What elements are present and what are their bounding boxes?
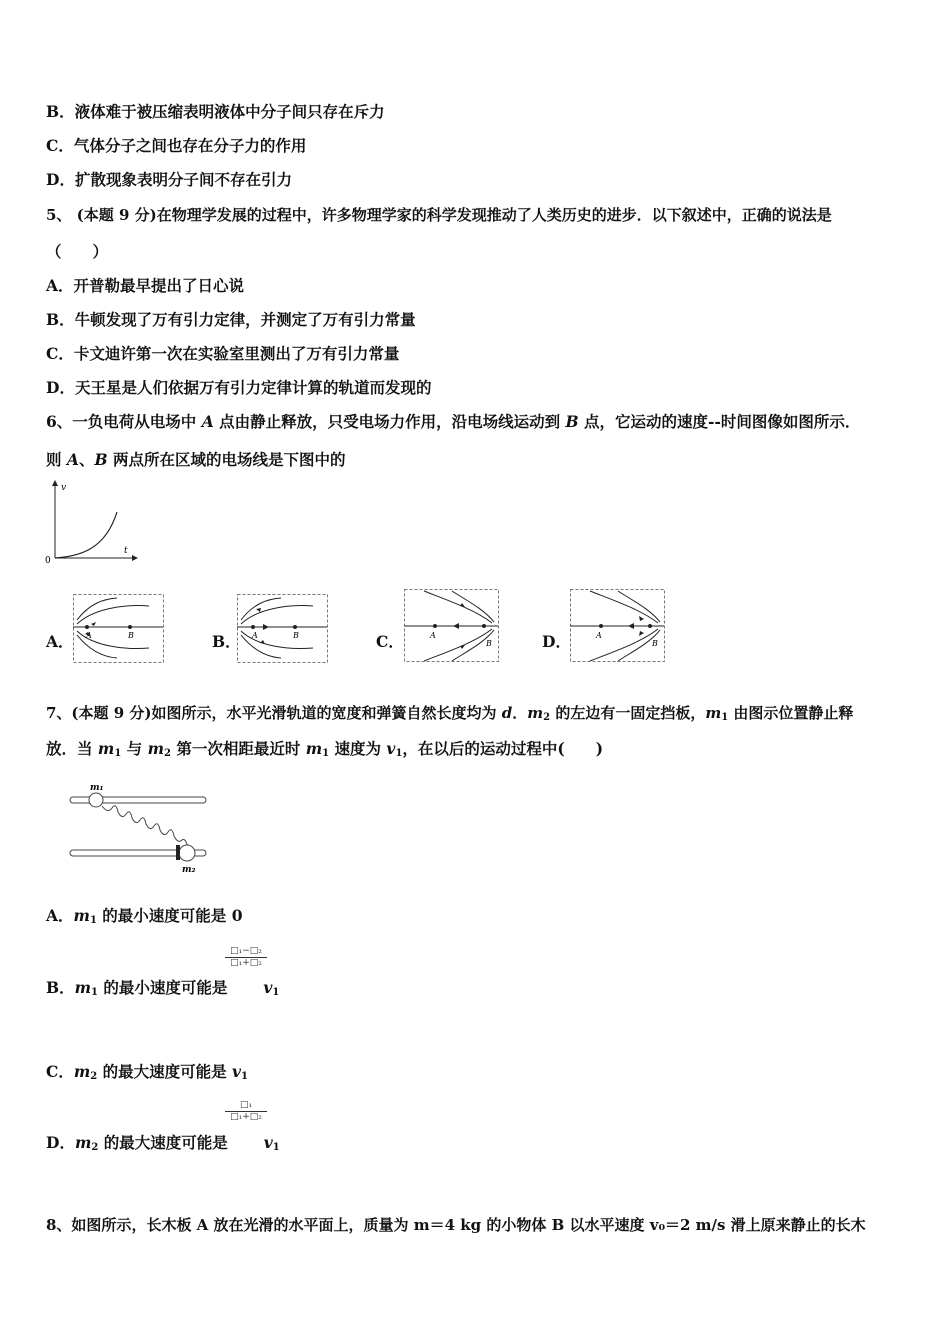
svg-text:m₂: m₂ [182, 865, 196, 874]
q8-stem: 8、如图所示，长木板 A 放在光滑的水平面上，质量为 m＝4 kg 的小物体 B 以水平速度 v₀＝2 m/s 滑上原来静止的长木 [46, 1216, 866, 1234]
q7-option-d-fraction: □₁ □₁+□₂ [225, 1100, 267, 1122]
velocity-curve [55, 512, 117, 558]
fixed-stop-plate [176, 845, 180, 860]
q4-option-b: B．液体难于被压缩表明液体中分子间只存在斥力 [46, 102, 385, 121]
svg-text:B: B [293, 631, 299, 640]
velocity-time-graph [40, 478, 140, 570]
field-lines-option-d [570, 589, 666, 663]
svg-text:B: B [486, 639, 492, 648]
q6-stem-line1: 6、一负电荷从电场中 A 点由静止释放，只受电场力作用，沿电场线运动到 B 点，它运动的速度--时间图像如图所示． [46, 412, 861, 431]
q6-option-c-label: C． [376, 632, 404, 651]
q5-option-a: A．开普勒最早提出了日心说 [46, 276, 245, 295]
v-label: v [61, 483, 67, 493]
q5-option-b: B．牛顿发现了万有引力定律，并测定了万有引力常量 [46, 310, 416, 329]
q7-option-b: B．$m_1$ 的最小速度可能是 $v_1$ [46, 978, 280, 998]
svg-text:A: A [86, 631, 92, 640]
field-lines-option-b [237, 594, 329, 664]
q5-blank: （ ） [46, 242, 109, 261]
mass-m1 [89, 793, 103, 807]
svg-text:B: B [128, 631, 134, 640]
q7-option-d: D．$m_2$ 的最大速度可能是 $v_1$ [46, 1133, 280, 1153]
q7-option-c: C．$m_2$ 的最大速度可能是 $v_1$ [46, 1062, 248, 1082]
q6-option-b-label: B． [212, 632, 241, 651]
svg-text:A: A [430, 631, 436, 640]
q4-option-c: C．气体分子之间也存在分子力的作用 [46, 136, 307, 155]
q6-stem-line2: 则 A、B 两点所在区域的电场线是下图中的 [46, 450, 346, 469]
svg-text:A: A [596, 631, 602, 640]
q4-option-d: D．扩散现象表明分子间不存在引力 [46, 170, 292, 189]
q5-stem: 5、 (本题 9 分)在物理学发展的过程中，许多物理学家的科学发现推动了人类历史的进步．以下叙述中，正确的说法是 [46, 206, 832, 224]
mass-m2 [179, 845, 195, 861]
q6-option-d-label: D． [542, 632, 571, 651]
spring-rails-figure [66, 778, 216, 874]
field-lines-option-c [404, 589, 500, 663]
q7-option-a: A．$m_1$ 的最小速度可能是 0 [46, 906, 243, 926]
svg-text:m₁: m₁ [90, 783, 104, 793]
origin-label: 0 [45, 556, 51, 566]
q5-option-c: C．卡文迪许第一次在实验室里测出了万有引力常量 [46, 344, 400, 363]
q5-option-d: D．天王星是人们依据万有引力定律计算的轨道而发现的 [46, 378, 432, 397]
svg-text:B: B [652, 639, 658, 648]
q7-stem-line2: 放．当 $m_1$ 与 $m_2$ 第一次相距最近时 $m_1$ 速度为 $v_1$，在以后的运动过程中( ) [46, 739, 604, 759]
field-lines-option-a [73, 594, 165, 664]
t-label: t [124, 546, 128, 556]
q7-option-b-fraction: □₁−□₂ □₁+□₂ [225, 946, 267, 968]
q7-stem-line1: 7、(本题 9 分)如图所示，水平光滑轨道的宽度和弹簧自然长度均为 d．$m_2$ 的左边有一固定挡板，$m_1$ 由图示位置静止释 [46, 704, 854, 723]
svg-text:A: A [252, 631, 258, 640]
q6-option-a-label: A． [46, 632, 74, 651]
